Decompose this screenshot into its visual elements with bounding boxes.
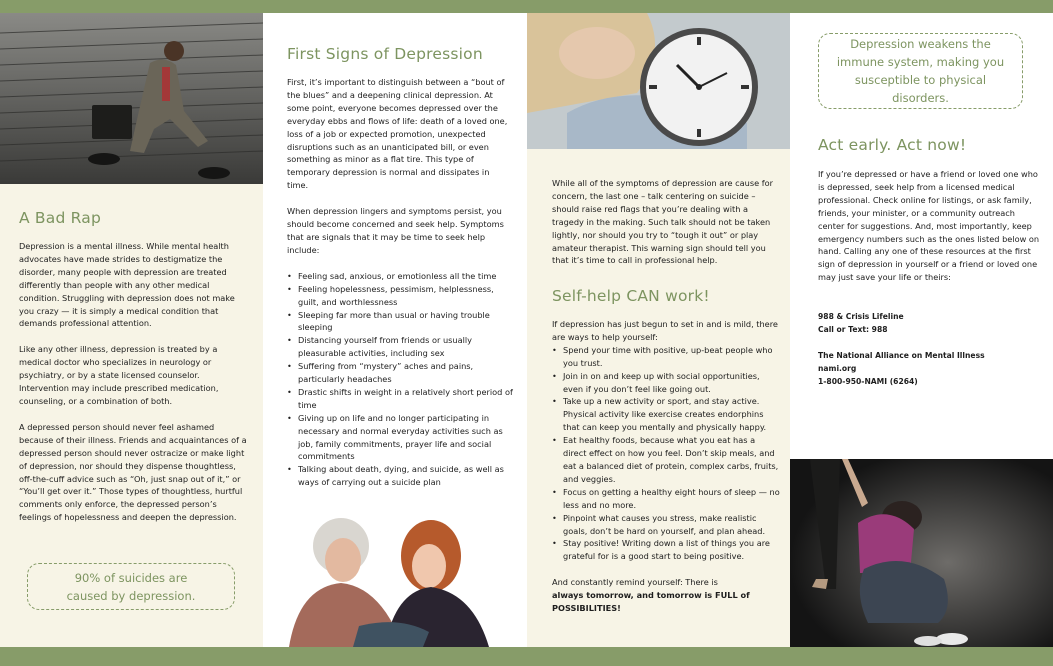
heading-act-early: Act early. Act now! bbox=[818, 136, 967, 154]
paragraph: When depression lingers and symptoms persist, you should become concerned and seek help. Symptoms that are signals that it may be time to seek help include: bbox=[287, 206, 504, 255]
paragraph: A depressed person should never feel ashamed because of their illness. Friends and acquaintances of a depressed person should never ostracize or make light of depression, nor should they dispense thoughtless, off-the-cuff advice such as “Oh, just snap out of it,” or “You’ll get over it.” Those types of thoughtless, hurtful comments only enforce, the depressed person’s feelings of hopelessness and deepen the depression. bbox=[19, 421, 247, 523]
panel-act-early bbox=[790, 13, 1053, 647]
list-item: • Suffering from “mystery” aches and pains, particularly headaches bbox=[287, 360, 513, 386]
panel-self-help bbox=[527, 13, 790, 647]
list-item: • Pinpoint what causes you stress, make realistic goals, don’t be hard on yourself, and plan ahead. bbox=[552, 512, 780, 538]
heading-self-help: Self-help CAN work! bbox=[552, 287, 710, 305]
list-item: • Take up a new activity or sport, and stay active. Physical activity like exercise creates endorphins that can keep you mentally and physically happy. bbox=[552, 395, 780, 434]
list-item: • Sleeping far more than usual or having trouble sleeping bbox=[287, 309, 513, 335]
list-item: • Join in on and keep up with social opportunities, even if you don’t feel like going out. bbox=[552, 370, 780, 396]
list-item: • Eat healthy foods, because what you eat has a direct effect on how you feel. Don’t skip meals, and eat a balanced diet of protein, complex carbs, fruits, and veggies. bbox=[552, 434, 780, 486]
lifeline-name: 988 & Crisis Lifeline bbox=[818, 312, 904, 321]
list-item: • Focus on getting a healthy eight hours of sleep — no less and no more. bbox=[552, 486, 780, 512]
heading-first-signs: First Signs of Depression bbox=[287, 45, 483, 63]
callout-line: 90% of suicides are bbox=[74, 570, 188, 585]
paragraph: Depression is a mental illness. While mental health advocates have made strides to destigmatize the disorder, many people with depression are treated differently than people with any other medical condition. Struggling with depression does not make you crazy — it is simply a medical condition that demands professional attention. bbox=[19, 241, 235, 329]
list-item: • Feeling sad, anxious, or emotionless all the time bbox=[287, 270, 513, 283]
first-signs-body bbox=[287, 76, 513, 489]
nami-website: nami.org bbox=[818, 364, 857, 373]
lifeline-contact-block bbox=[818, 310, 1040, 336]
list-item: • Feeling hopelessness, pessimism, helplessness, guilt, and worthlessness bbox=[287, 283, 513, 309]
panel-a-bad-rap bbox=[0, 13, 263, 647]
list-item: • Distancing yourself from friends or usually pleasurable activities, including sex bbox=[287, 334, 513, 360]
immune-system-callout bbox=[818, 33, 1023, 109]
lifeline-contact: Call or Text: 988 bbox=[818, 325, 888, 334]
top-band bbox=[0, 0, 1053, 13]
self-help-body bbox=[552, 318, 780, 615]
panel-first-signs bbox=[263, 13, 527, 647]
list-item: • Talking about death, dying, and suicide, as well as ways of carrying out a suicide plan bbox=[287, 463, 513, 489]
paragraph: If depression has just begun to set in and is mild, there are ways to help yourself: bbox=[552, 319, 778, 342]
bottom-band bbox=[0, 647, 1053, 666]
list-item: • Giving up on life and no longer participating in necessary and normal everyday activities such as job, family commitments, prayer life and social commitments bbox=[287, 412, 513, 464]
closing-line: And constantly remind yourself: There is bbox=[552, 577, 718, 588]
list-item: • Stay positive! Writing down a list of things you are grateful for is a good start to being positive. bbox=[552, 537, 780, 563]
list-item: • Drastic shifts in weight in a relatively short period of time bbox=[287, 386, 513, 412]
warning-sign-paragraph: While all of the symptoms of depression are cause for concern, the last one – talk centering on suicide – should raise red flags that you’re dealing with a tragedy in the making. Such talk should not be taken lightly, nor should you try to “tough it out” or play amateur therapist. This warning sign should tell you that it’s time to call in professional help. bbox=[552, 178, 773, 266]
heading-a-bad-rap: A Bad Rap bbox=[19, 209, 101, 227]
list-item: • Spend your time with positive, up-beat people who you trust. bbox=[552, 344, 780, 370]
nami-phone: 1-800-950-NAMI (6264) bbox=[818, 377, 918, 386]
symptom-list bbox=[287, 270, 513, 489]
callout-text: Depression weakens the immune system, making you susceptible to physical disorders. bbox=[836, 37, 1005, 105]
self-help-list bbox=[552, 344, 780, 563]
girl-hugging-knees-photo bbox=[790, 459, 1053, 647]
paragraph: First, it’s important to distinguish between a “bout of the blues” and a deepening clinical depression. At some point, everyone becomes depressed over the everyday ebbs and flows of life: death of a loved one, loss of a job or expected promotion, unexpected disruptions such as an unanticipated bill, or even something as minor as a flat tire. This type of temporary depression is normal and dissipates in time. bbox=[287, 77, 508, 191]
paragraph: Like any other illness, depression is treated by a medical doctor who specializes in neurology or psychiatry, or by a state licensed counselor. Intervention may include prescribed medication, counseling, or a combination of both. bbox=[19, 344, 219, 406]
nami-name: The National Alliance on Mental Illness bbox=[818, 351, 985, 360]
callout-line: caused by depression. bbox=[66, 588, 196, 603]
two-women-comforting-photo bbox=[289, 516, 501, 647]
man-sitting-on-stairs-photo bbox=[0, 13, 263, 184]
a-bad-rap-body bbox=[19, 240, 247, 524]
woman-with-clock-photo bbox=[527, 13, 790, 149]
suicide-statistic-callout bbox=[27, 563, 235, 610]
closing-emphasis: always tomorrow, and tomorrow is FULL of POSSIBILITIES! bbox=[552, 590, 750, 614]
act-early-paragraph: If you’re depressed or have a friend or loved one who is depressed, seek help from a licensed medical professional. Check online for listings, or ask family, friends, your minister, or a community outreach center for suggestions. And, most importantly, keep emergency numbers such as the ones listed below on hand. Calling any one of these resources at the first sign of depression in yourself or a friend or loved one may just save your life or theirs: bbox=[818, 169, 1040, 283]
nami-contact-block bbox=[818, 349, 1040, 388]
